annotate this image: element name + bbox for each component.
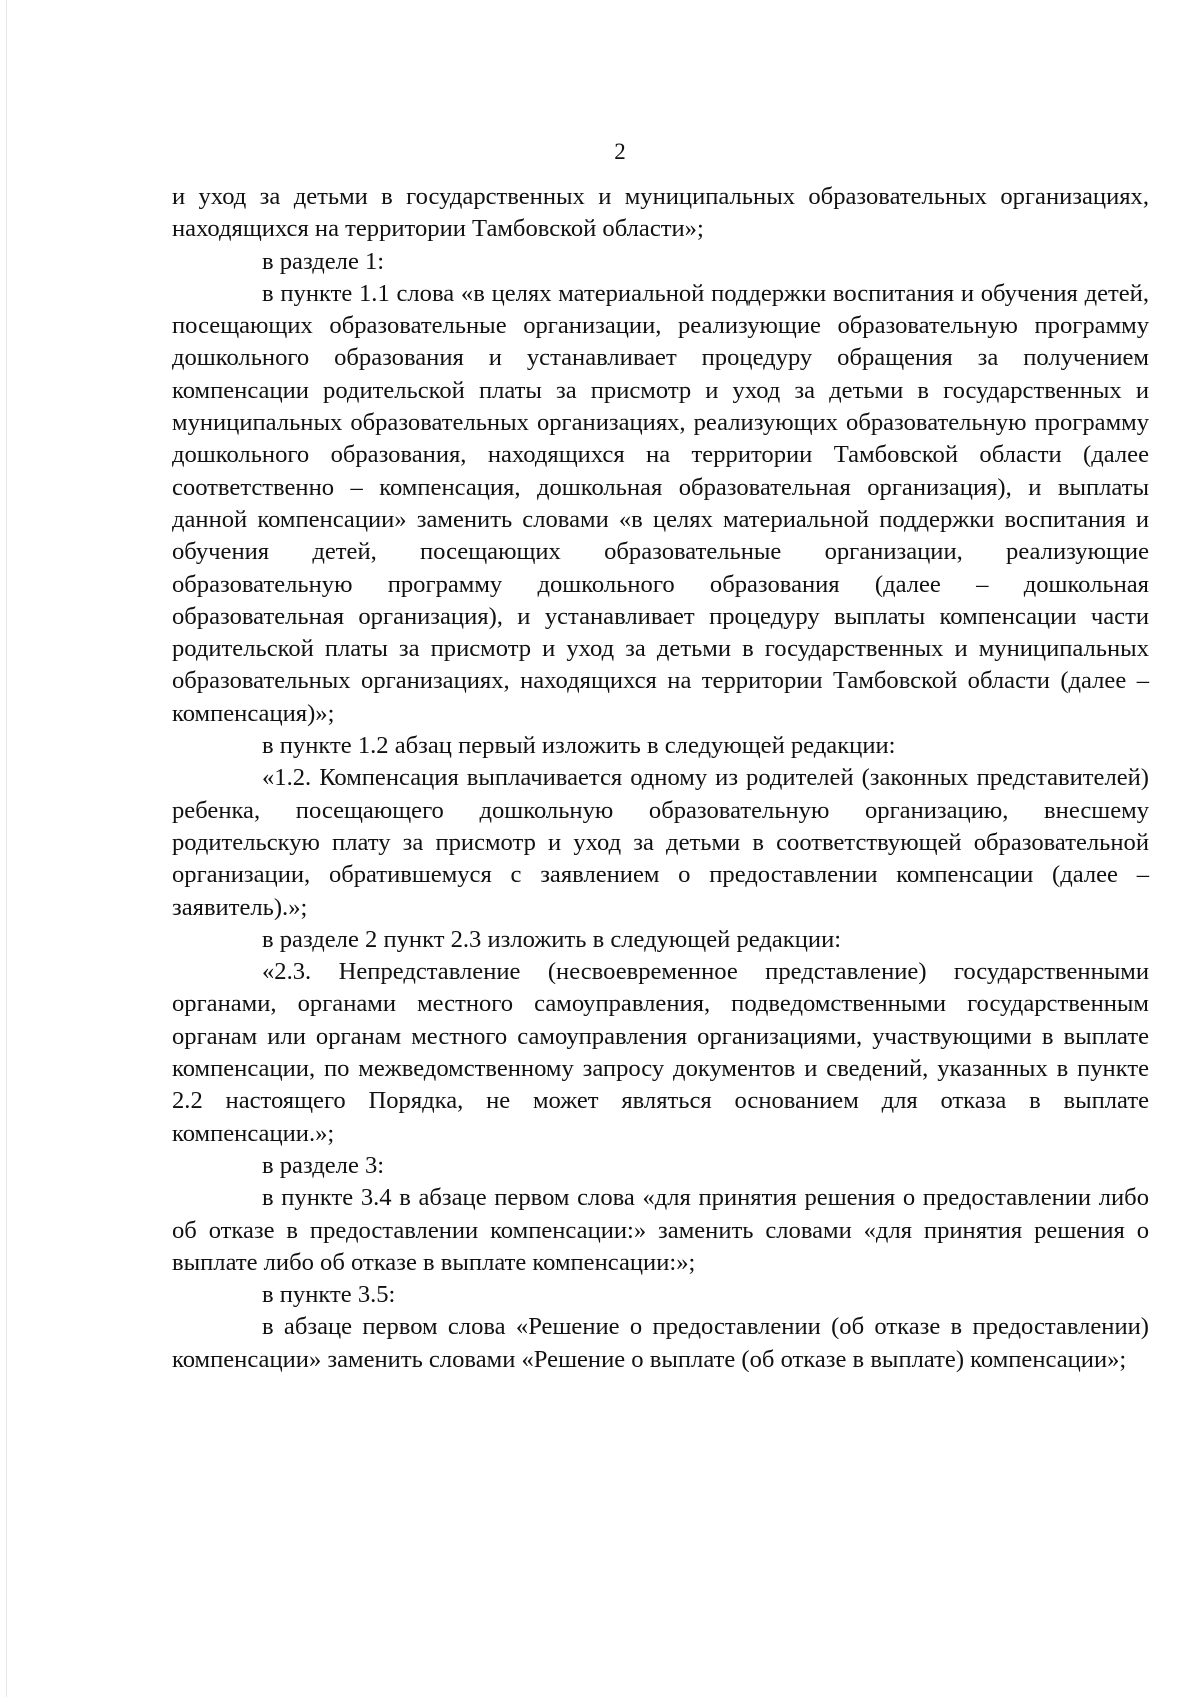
paragraph-9: в пункте 3.4 в абзаце первом слова «для принятия решения о предоставлении либо об отказе в предоставлении компенсации:» заменить словами «для принятия решения о выплате либо об отказе в выплате компенсации:»; — [172, 1184, 1149, 1276]
paragraph-2: в разделе 1: — [262, 247, 385, 275]
paragraph-11: в абзаце первом слова «Решение о предоставлении (об отказе в предоставлении) компенсации» заменить словами «Решение о выплате (об отказе в выплате) компенсации»; — [172, 1313, 1149, 1373]
paragraph-3: в пункте 1.1 слова «в целях материальной поддержки воспитания и обучения детей, посещающих образовательные организации, реализующие образовательную программу дошкольного образования и устанавливает процедуру обращения за получением компенсации родительской платы за присмотр и уход за детьми в государственных и муниципальных образовательных организациях, реализующих образовательную программу дошкольного образования, находящихся на территории Тамбовской области (далее соответственно – компенсация, дошкольная образовательная организация), и выплаты данной компенсации» заменить словами «в целях материальной поддержки воспитания и обучения детей, посещающих образовательные организации, реализующие образовательную программу дошкольного образования (далее – дошкольная образовательная организация), и устанавливает процедуру выплаты компенсации части родительской платы за присмотр и уход за детьми в государственных и муниципальных образовательных организациях, находящихся на территории Тамбовской области (далее – компенсация)»; — [172, 279, 1149, 727]
paragraph-1: и уход за детьми в государственных и муниципальных образовательных организациях, находящихся на территории Тамбовской области»; — [172, 183, 1149, 243]
paragraph-6: в разделе 2 пункт 2.3 изложить в следующей редакции: — [262, 925, 842, 953]
paragraph-7: «2.3. Непредставление (несвоевременное представление) государственными органами, органами местного самоуправления, подведомственными государственным органам или органам местного самоуправления организациями, участвующими в выплате компенсации, по межведомственному запросу документов и сведений, указанных в пункте 2.2 настоящего Порядка, не может являться основанием для отказа в выплате компенсации.»; — [172, 958, 1149, 1147]
paragraph-10: в пункте 3.5: — [262, 1281, 396, 1309]
paragraph-8: в разделе 3: — [262, 1151, 385, 1179]
paragraph-5: «1.2. Компенсация выплачивается одному из родителей (законных представителей) ребенка, посещающего дошкольную образовательную организацию, внесшему родительскую плату за присмотр и уход за детьми в соответствующей образовательной организации, обратившемуся с заявлением о предоставлении компенсации (далее – заявитель).»; — [172, 764, 1149, 921]
page-number: 2 — [614, 139, 626, 164]
scan-edge-line — [6, 0, 7, 1697]
document-body — [172, 181, 1149, 1376]
paragraph-4: в пункте 1.2 абзац первый изложить в следующей редакции: — [262, 732, 896, 760]
